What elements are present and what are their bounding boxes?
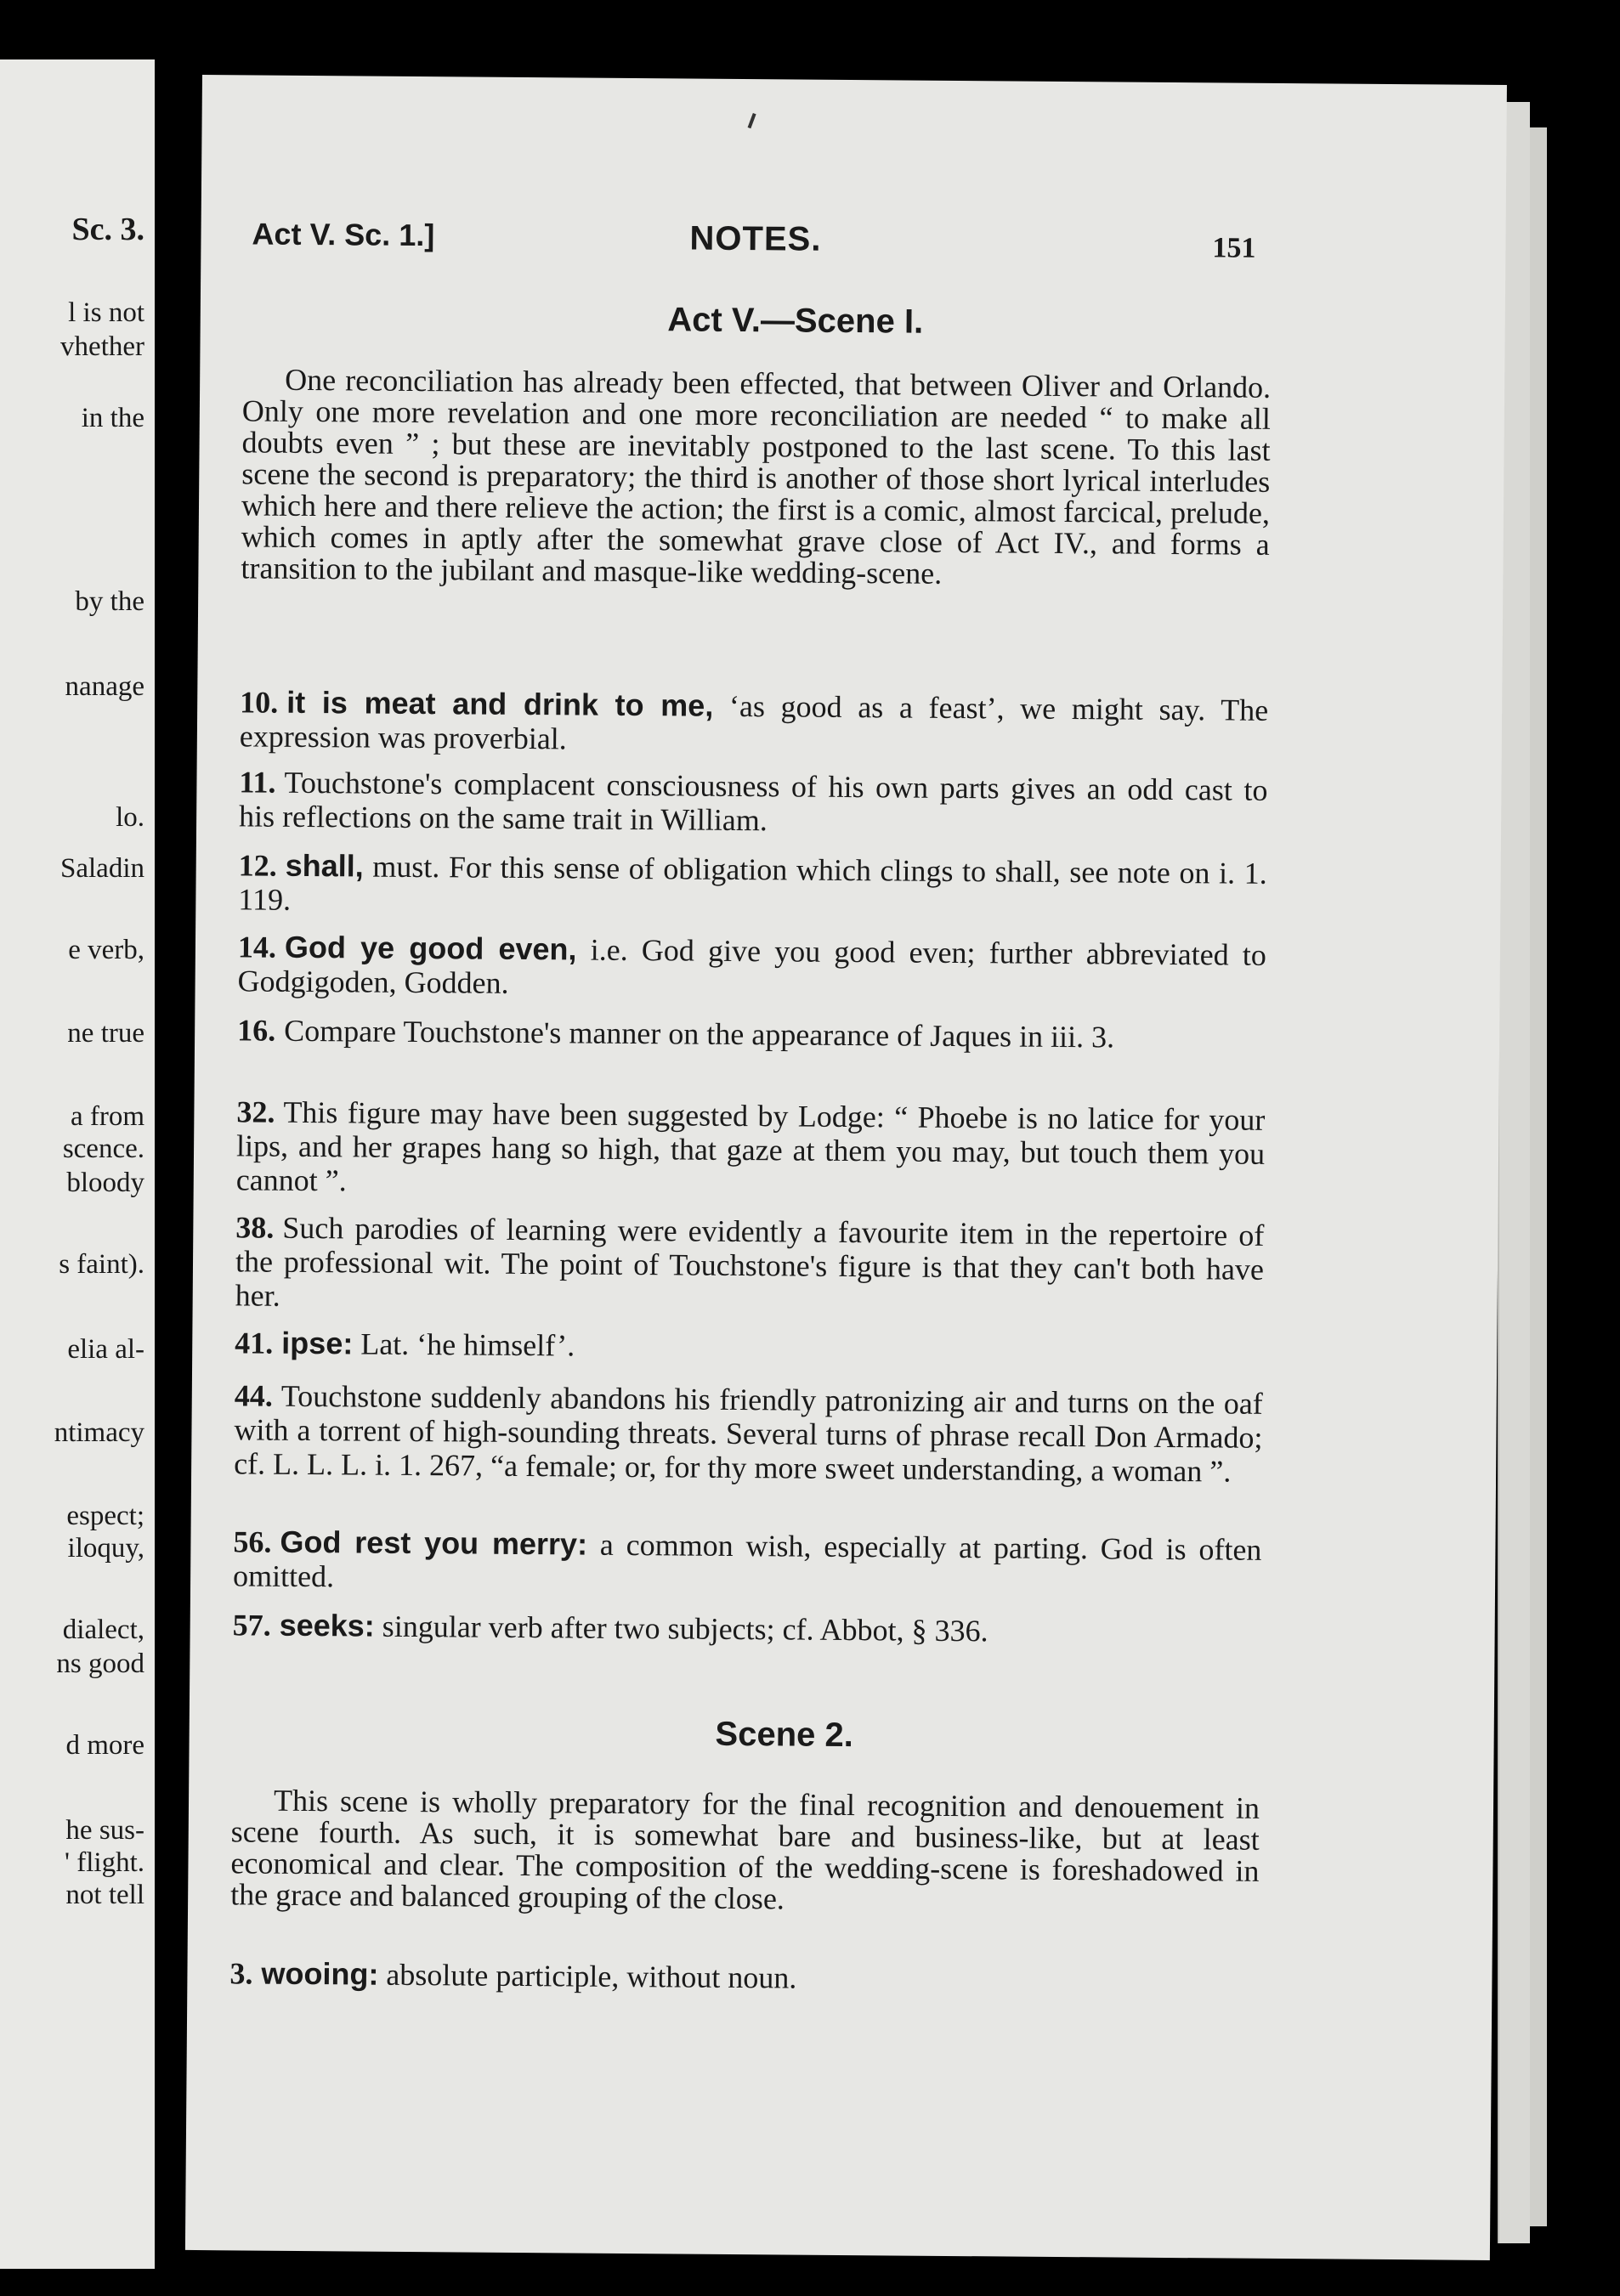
note-keyword: God rest you merry: [280,1524,588,1562]
left-page-fragment: Saladin [60,853,144,884]
note-text: must. For this sense of obligation which clings to shall, see note on i. 1. 119. [238,849,1267,917]
note-number: 11. [239,765,276,800]
left-page-fragment: ns good [56,1648,144,1679]
note-number: 32. [236,1094,275,1129]
note-text: Such parodies of learning were evidently a favourite item in the repertoire of the professional wit. The point of Touchstone's figure is that they can't both have her. [235,1210,1265,1313]
left-page-fragment: vhether [60,331,144,362]
left-page-fragment: by the [75,586,144,617]
note-keyword: God ye good even, [284,929,577,967]
note-number: 44. [234,1378,273,1413]
note-keyword: seeks: [279,1607,375,1643]
note-item [235,1326,1263,1368]
note-text: This figure may have been suggested by Lodge: “ Phoebe is no latice for your lips, and her grapes hang so high, that gaze at them you may, but touch them you cannot ”. [235,1094,1266,1198]
left-page-fragment: scence. [62,1134,144,1164]
note-number: 14. [237,930,277,964]
print-speck [748,113,756,128]
note-keyword: wooing: [261,1955,379,1992]
left-page-fragment: he sus- [65,1815,144,1846]
note-keyword: ipse: [281,1325,354,1361]
note-number: 3. [229,1956,253,1991]
note-item [233,1608,1261,1650]
left-page-fragment: nanage [65,671,144,702]
note-text: singular verb after two subjects; cf. Abbot, § 336. [382,1609,988,1648]
note-item [239,765,1268,841]
note-text: absolute participle, without noun. [386,1957,797,1995]
running-head-left: Act V. Sc. 1.] [252,216,435,253]
left-page-head: Sc. 3. [71,212,144,247]
left-page-fragment: s faint). [59,1249,144,1280]
note-keyword: it is meat and drink to me, [286,684,714,723]
page-edge [1528,127,1547,2226]
note-text: ‘as good as a feast’, we might say. The expression was proverbial. [239,688,1269,756]
scene1-intro: One reconciliation has already been effected, that between Oliver and Orlando. Only one more revelation and one more reconciliation are needed “ to make all doubts even ” ; but these are inevitably postponed to the last scene. To this last scene the second is preparatory; the third is another of those short lyrical interludes which here and there relieve the action; the first is a comic, almost farcical, prelude, which comes in aptly after the somewhat grave close of Act IV., and forms a transition to the jubilant and masque-like wedding-scene. [241,362,1272,591]
page-number: 151 [1212,232,1256,264]
note-number: 56. [233,1524,272,1559]
scene1-heading: Act V.—Scene I. [667,301,924,341]
previous-page-fragment [0,59,155,2269]
left-page-fragment: in the [81,403,144,433]
note-number: 12. [238,848,277,883]
left-page-fragment: dialect, [62,1615,144,1645]
left-page-fragment: iloquy, [67,1533,144,1564]
left-page-fragment: bloody [66,1168,144,1198]
note-number: 16. [237,1013,276,1048]
left-page-fragment: ntimacy [54,1417,144,1448]
note-text: Touchstone suddenly abandons his friendly patronizing air and turns on the oaf with a torrent of high-sounding threats. Several turns of phrase recall Don Armado; cf. L. L. L. i. 1. 267, “a female; or, for thy more sweet understanding, a woman ”. [234,1378,1263,1489]
note-item [234,1378,1263,1488]
note-item [233,1524,1262,1601]
note-item [237,1013,1266,1055]
note-item [238,848,1267,925]
left-page-fragment: d more [65,1730,144,1761]
left-page-fragment: lo. [116,802,144,833]
note-text: Compare Touchstone's manner on the appearance of Jaques in iii. 3. [284,1013,1115,1055]
note-number: 57. [232,1608,271,1643]
left-page-fragment: elia al- [67,1334,144,1365]
note-item [235,1210,1265,1320]
note-item [240,685,1269,761]
notes-page [185,75,1507,2260]
running-head-title: NOTES. [689,219,822,258]
note-keyword: shall, [285,847,364,884]
left-page-fragment: e verb, [68,935,144,965]
left-page-fragment: ne true [67,1018,144,1049]
left-page-fragment: l is not [68,297,144,328]
scene2-intro: This scene is wholly preparatory for the final recognition and denouement in scene fourth. As such, it is somewhat bare and business-like, but at least economical and clear. The composition of the wedding-scene is foreshadowed in the grace and balanced grouping of the close. [230,1783,1260,1916]
note-text: a common wish, especially at parting. God is often omitted. [232,1527,1262,1594]
note-text: Lat. ‘he himself’. [360,1326,575,1363]
left-page-fragment: not tell [65,1880,144,1910]
note-text: Touchstone's complacent consciousness of his own parts gives an odd cast to his reflections on the same trait in William. [238,765,1268,838]
note-item [236,1094,1266,1204]
note-item [237,930,1266,1006]
left-page-fragment: espect; [66,1501,144,1531]
note-item [229,1956,1258,1999]
left-page-fragment: a from [70,1101,144,1132]
note-number: 10. [240,685,279,720]
note-text: i.e. God give you good even; further abbreviated to Godgigoden, Godden. [237,932,1267,1000]
left-page-fragment: ' flight. [65,1847,144,1878]
note-number: 41. [235,1326,274,1360]
note-number: 38. [235,1210,275,1245]
scene2-heading: Scene 2. [715,1715,854,1755]
